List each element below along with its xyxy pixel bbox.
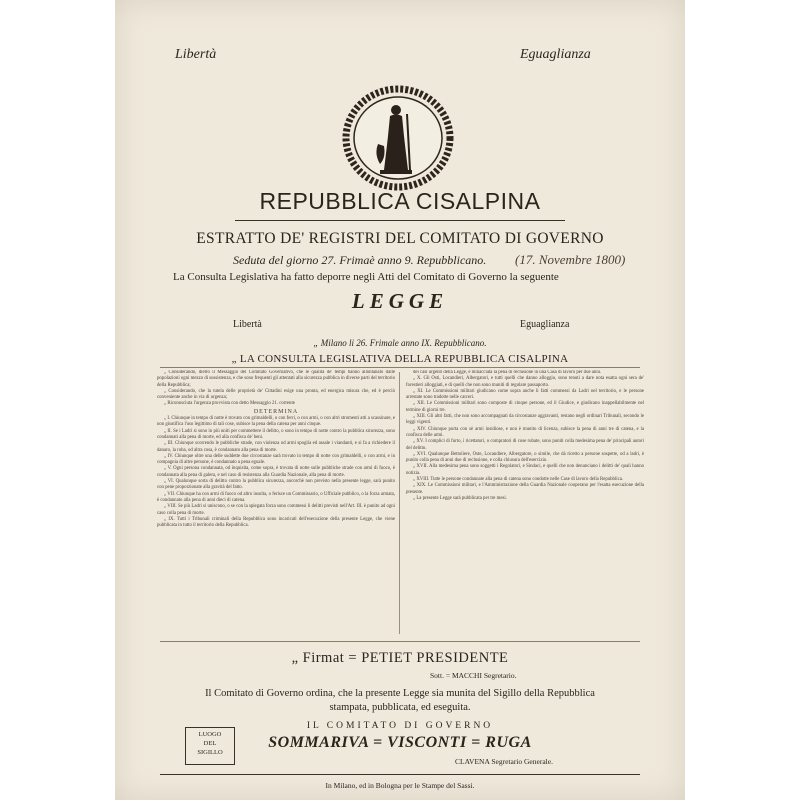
seal-line: LUOGO [198,731,222,738]
law-paragraph: „ Riconosciuta l'urgenza provvista con detto Messaggio 21. corrente [164,401,295,407]
seal-line: DEL [203,740,217,747]
signature-line: „ Firmat = PETIET PRESIDENTE [291,650,509,666]
general-secretary: CLAVENA Segretario Generale. [455,757,553,766]
consulta-line: La Consulta Legislativa ha fatto deporre negli Atti del Comitato di Governo la seguente [173,271,559,283]
republic-emblem [340,84,456,192]
title-divider [235,220,565,221]
law-paragraph: DETERMINA [253,408,299,415]
law-heading: LEGGE [351,289,449,313]
motto-liberta: Libertà [175,47,217,62]
law-paragraph: „ XV. I complici di furto, i ricettatori, o compratori di cose rubate, sono puniti colla medesima pena de' principali autori del delitto. [406,439,644,451]
law-paragraph: dei casi urgenti della Legge, è minacciata la pena di reclusione in una Casa di lavoro per due anni. [413,370,602,375]
law-paragraph: „ VI. Qualunque sorta di delitto contro la pubblica sicurezza, ancorchè non previsto nella presente legge, sarà punito con pene proporzionate alla gravità del fatto. [157,479,395,491]
law-motto-liberta: Libertà [233,319,262,330]
law-place-date: „ Milano li 26. Frimale anno IX. Repubblicano. [313,338,487,348]
document-sheet [115,0,685,800]
law-paragraph: „ Considerando, che la tutela delle proprietà de' Cittadini esige una pronta, ed energica misura che, ed è perciò conveniente anche in via di urgenza; [157,388,395,401]
law-text-right-column [406,370,644,638]
handwritten-date: (17. Novembre 1800) [515,252,626,267]
law-paragraph: „ XI. Le Commissioni militari giudicano come sopra anche li fatti commessi da Ladri nel territorio, e le persone arrestate sono tradotte nelle carceri. [406,388,644,401]
laurel-wreath-emblem-icon [340,84,456,192]
seal-box [185,727,235,765]
motto-eguaglianza: Eguaglianza [520,47,591,62]
law-paragraph: „ IV. Chiunque oltre una delle suddette due circostanze sarà trovato in tempo di notte con grimaldelli, o con armi, e in compagnia di altre persone, è condannato a pena eguale. [157,453,395,466]
law-paragraph: „ VIII. Se più Ladri si uniscono, o se con la spiegata forza sono commessi li delitti previsti nell'Art. III. è punito ad ogni caso colla pena di morte. [157,504,395,516]
columns-top-rule [160,367,640,368]
footer-rule [160,774,640,775]
law-text-left-column [157,370,395,638]
secretary-line: Sott. = MACCHI Segretario. [430,671,517,680]
law-paragraph: „ Considerando, dietro il Messaggio del Comitato Governativo, che le qualità de' tempi hanno allontanato dalle popolazioni ogni mezzo di sussistenza, e che sono frequenti gli attentati alla sicurezza pubblica in diverse parti del territorio della Repubblica; [157,370,395,388]
committee-names: SOMMARIVA = VISCONTI = RUGA [268,734,532,751]
law-paragraph: „ II. Se i Ladri si sono in più uniti per commettere il delitto, o sono in tempo di notte contro la pubblica sicurezza, sono condannati alla pena di morte, ed alla confisca de' beni. [157,428,395,440]
law-motto-eguaglianza: Eguaglianza [520,319,570,330]
law-paragraph: „ XVI. Qualunque Bettoliere, Oste, Locandiere, Albergatore, o simile, che dà ricetto a persone sospette, od a ladri, è punito colla pena di anni due di reclusione, e colla chiusura dell'esercizio. [406,451,644,464]
committee-order-line1: Il Comitato di Governo ordina, che la presente Legge sia munita del Sigillo della Repubblica [205,688,595,699]
seal-line: SIGILLO [197,749,223,756]
law-paragraph: „ X. Gli Osti, Locandieri, Albergatori, e tutti quelli che danno alloggio, sono tenuti a dare nota esatta ogni sera de' forestieri alloggiati, e di quelli che non sono muniti di regolare passaporto. [406,376,644,388]
committee-order [115,687,685,715]
column-divider [399,372,400,634]
law-paragraph: „ XII. Le Commissioni militari sono composte di cinque persone, ed il Giudice, e giudicano inappellabilmente nel termine di giorni tre. [406,401,644,413]
law-paragraph: „ XIX. Le Commissioni militari, e l'Amministrazione della Guardia Nazionale cooperano per l'esatta esecuzione della presente. [406,483,644,495]
law-paragraph: „ XVII. Alla medesima pena sono soggetti i Regolatori, e Sindaci, e quelli che non denunciano i delitti de' quali hanno notizia. [406,464,644,476]
law-paragraph: „ IX. Tutti i Tribunali criminali della Repubblica sono incaricati dell'esecuzione della presente Legge, che viene pubblicata in tutto il territorio della Repubblica. [157,516,395,529]
session-line: Seduta del giorno 27. Frimaè anno 9. Repubblicano. [233,253,487,267]
republic-title: REPUBBLICA CISALPINA [259,188,541,214]
law-paragraph: „ XIV. Chiunque porta con sè armi insidiose, e non è munito di licenza, subisce la pena di anni tre di catena, e la confisca delle armi. [406,426,644,438]
committee-order-line2: stampata, pubblicata, ed eseguita. [329,702,471,713]
law-paragraph: „ I. Chiunque in tempo di notte è trovato con grimaldelli, o con ferri, o con armi, o con altri stromenti atti a scassinare, e non giustifica l'uso legittimo di tali cose, subisce la pena della catena per anni cinque. [157,416,395,428]
law-paragraph: „ VII. Chiunque ha con armi di fuoco od altro insulta, o ferisce un Commissario, o Ufficiale pubblico, o la forza armata, è condannato alla pena di anni dieci di catena. [157,491,395,503]
extract-title: ESTRATTO DE' REGISTRI DEL COMITATO DI GOVERNO [196,230,604,247]
law-paragraph: „ XIII. Gli altri fatti, che non sono accompagnati da circostanze aggravanti, restano negli ordinari Tribunali, secondo le leggi vigenti. [406,414,644,426]
printer-line: In Milano, ed in Bologna per le Stampe del Sassi. [325,781,475,790]
law-paragraph: „ V. Ogni persona condannata, od inquisita, come sopra, è trovata di notte sulle pubbliche strade con armi di fuoco, è condannata alla pena di galera, e nel caso di resistenza alla Guardia Nazionale, alla pena di morte. [157,466,395,478]
committee-heading: IL COMITATO DI GOVERNO [306,721,494,731]
law-paragraph: „ La presente Legge sarà pubblicata per tre mesi. [413,495,507,501]
law-paragraph: „ III. Chiunque scorrendo le pubbliche strade, con violenza od armi spoglia ed assale i viandanti, e si fa a richiedere il danaro, la roba, od altra cosa, è condannato alla pena di morte. [157,441,395,453]
law-paragraph: „ XVIII. Tutte le persone condannate alla pena di catena sono condotte nelle Case di lavoro della Repubblica. [413,477,624,483]
law-issuer: „ LA CONSULTA LEGISLATIVA DELLA REPUBBLICA CISALPINA [231,353,569,365]
columns-bottom-rule [160,641,640,642]
